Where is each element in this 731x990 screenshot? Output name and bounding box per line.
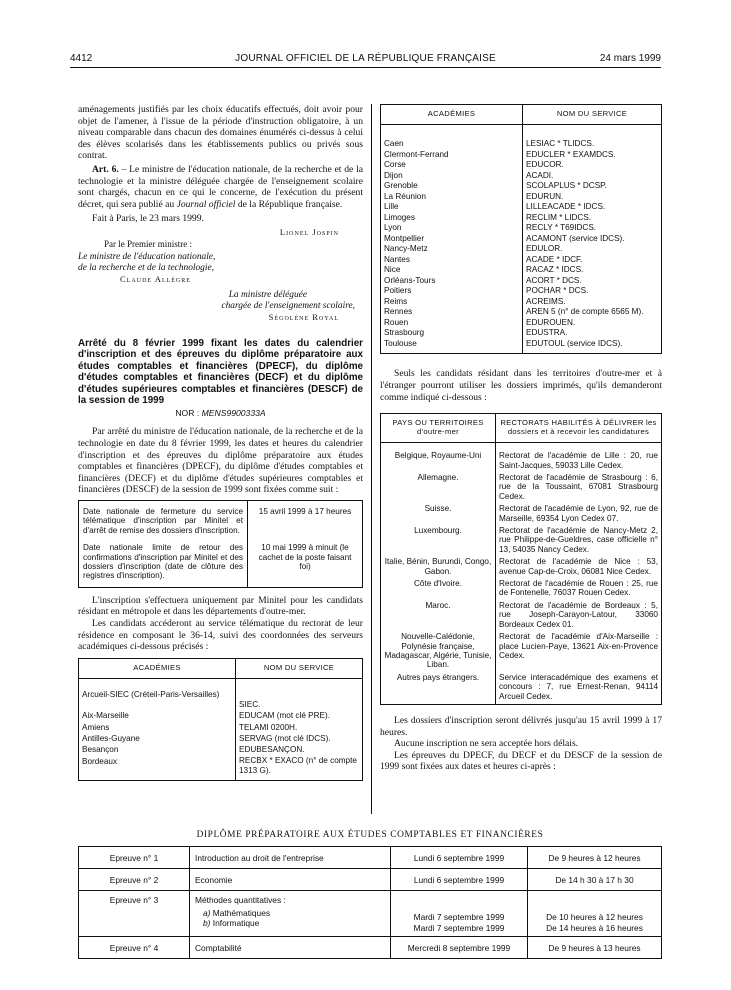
table-row <box>381 632 662 673</box>
rectorat-address: Rectorat de l'académie de Lille : 20, rue Saint-Jacques, 59033 Lille Cedex. <box>496 451 662 473</box>
table-row: Date nationale de fermeture du service télématique d'inscription par Minitel et d'arrêt de remise des dossiers d'inscription. 15 avril 1999 à 17 heures <box>79 500 363 538</box>
academies-table-1 <box>78 658 363 781</box>
intro-paragraph: aménagements justifiés par les choix éducatifs effectués, doit avoir pour objet de l'amener, à l'issue de la période d'instruction obligatoire, à un niveau comparable dans chacun des domaines énumérés ci-dessus à celui des élèves scolarisés dans les établissements publics ou privés sous contrat. <box>78 104 363 162</box>
table-row: Date nationale limite de retour des confirmations d'inscription par Minitel et des dossiers d'inscription (date de clôture des registres d'inscription). 10 mai 1999 à minuit (le cachet de la poste faisant foi) <box>79 538 363 587</box>
pays-name: Côte d'Ivoire. <box>414 579 462 589</box>
article-6-label: Art. 6. <box>92 163 119 175</box>
table-row <box>381 526 662 557</box>
nor-code: MENS9900333A <box>201 408 266 419</box>
service-name: EDURUN. <box>523 192 662 203</box>
table-row: Besançon EDUBESANÇON. <box>79 744 363 755</box>
left-column <box>78 104 363 781</box>
table-row <box>381 192 662 203</box>
table-row <box>381 601 662 632</box>
service-name: LILLEACADE * IDCS. <box>523 202 662 213</box>
academies-table-2 <box>380 104 662 354</box>
issue-date: 24 mars 1999 <box>599 53 661 64</box>
pays-name: Belgique, Royaume-Uni <box>394 451 482 461</box>
dates-table <box>78 500 363 588</box>
academie-name: Lyon <box>384 223 402 233</box>
academie-name: La Réunion <box>384 191 426 201</box>
signature-pm: Lionel Jospin <box>279 226 339 237</box>
table-row <box>381 579 662 601</box>
service-name: EDUSTRA. <box>523 328 662 339</box>
table-row <box>381 171 662 182</box>
dpecf-title: DIPLÔME PRÉPARATOIRE AUX ÉTUDES COMPTABLES ET FINANCIÈRES <box>196 830 544 840</box>
table-row <box>381 150 662 161</box>
service-name: ACADE * IDCF. <box>523 255 662 266</box>
table-row <box>381 223 662 234</box>
academie-name: Poitiers <box>384 286 412 296</box>
rectorat-address: Rectorat de l'académie de Lyon, 92, rue de Marseille, 69354 Lyon Cedex 07. <box>496 504 662 526</box>
service-name: LESIAC * TLIDCS. <box>523 139 662 150</box>
table-row <box>381 276 662 287</box>
table-row <box>381 473 662 504</box>
par-le-premier-ministre: Par le Premier ministre : <box>104 238 192 249</box>
signature-minister: Claude Allègre <box>120 273 191 284</box>
academie-name: Clermont-Ferrand <box>384 149 449 159</box>
table-row <box>381 244 662 255</box>
table-row: Aix-Marseille EDUCAM (mot clé PRE). <box>79 710 363 721</box>
service-name: RECLIM * LIDCS. <box>523 213 662 224</box>
minitel-paragraph: L'inscription s'effectuera uniquement par Minitel pour les candidats résidant en métropole et dans les départements d'outre-mer. <box>78 594 363 618</box>
pays-name: Allemagne. <box>417 473 459 482</box>
journal-title: JOURNAL OFFICIEL DE LA RÉPUBLIQUE FRANÇAISE <box>235 53 496 64</box>
pays-name: Autres pays étrangers. <box>396 672 480 682</box>
academie-name: Nancy-Metz <box>384 244 428 254</box>
academie-name: Lille <box>384 202 399 212</box>
rectorat-address: Rectorat de l'académie de Nancy-Metz 2, rue Philippe-de-Gueldres, case officielle n° 13, 54035 Nancy Cedex. <box>496 526 662 557</box>
pays-name: Italie, Bénin, Burundi, Congo, Gabon. <box>384 557 492 576</box>
table-row <box>381 139 662 150</box>
academie-name: Grenoble <box>384 181 418 191</box>
table-row: Antilles-Guyane SERVAG (mot clé IDCS). <box>79 733 363 744</box>
arrete-title: Arrêté du 8 février 1999 fixant les dates du calendrier d'inscription et des épreuves du diplôme préparatoire aux études comptables et financières (DPECF), du diplôme d'études comptables et financières (DECF) et du diplôme d'études supérieures comptables et financières (DESCF) de la session de 1999 <box>78 337 363 406</box>
header-rule <box>70 67 661 68</box>
rectorat-address: Rectorat de l'académie d'Aix-Marseille : place Lucien-Paye, 13621 Aix-en-Provence Cedex. <box>496 632 662 673</box>
table-row <box>381 181 662 192</box>
closing-paragraph-1: Les dossiers d'inscription seront délivrés jusqu'au 15 avril 1999 à 17 heures. <box>380 714 662 738</box>
table-row: Amiens TELAMI 0200H. <box>79 722 363 733</box>
column-header: RECTORATS HABILITÉS À DÉLIVRER les dossiers et à recevoir les candidatures <box>496 414 662 443</box>
service-name: ACORT * DCS. <box>523 276 662 287</box>
academie-name: Strasbourg <box>384 328 425 338</box>
table-row: Epreuve n° 3 Méthodes quantitatives : a) Mathématiques b) Informatique Mardi 7 septembre 1999 Mardi 7 septembre 1999 De 10 heures à 12 heures De 14 heures à 16 heures <box>79 891 662 937</box>
table-row: Epreuve n° 1 Introduction au droit de l'entreprise Lundi 6 septembre 1999 De 9 heures à 12 heures <box>79 847 662 869</box>
rectorats-table <box>380 413 662 705</box>
table-row <box>381 160 662 171</box>
table-row: Epreuve n° 2 Economie Lundi 6 septembre 1999 De 14 h 30 à 17 h 30 <box>79 869 662 891</box>
academie-name: Caen <box>384 139 404 149</box>
table-row <box>381 286 662 297</box>
minister-title: Le ministre de l'éducation nationale, de la recherche et de la technologie, <box>78 251 216 273</box>
table-row: Epreuve n° 4 Comptabilité Mercredi 8 septembre 1999 De 9 heures à 13 heures <box>79 937 662 959</box>
service-name: ACREIMS. <box>523 297 662 308</box>
rectorat-address: Rectorat de l'académie de Bordeaux : 5, rue Joseph-Carayon-Latour, 33060 Bordeaux Cedex 01. <box>496 601 662 632</box>
table-row <box>381 318 662 329</box>
rectorat-address: Rectorat de l'académie de Rouen : 25, rue de Fontenelle, 76037 Rouen Cedex. <box>496 579 662 601</box>
table-row <box>381 255 662 266</box>
fait-a-paris: Fait à Paris, le 23 mars 1999. <box>92 213 204 225</box>
academie-name: Reims <box>384 296 408 306</box>
column-divider <box>371 104 372 814</box>
rectorat-address: Service interacadémique des examens et concours : 7, rue Ernest-Renan, 94114 Arcueil Cedex. <box>496 673 662 705</box>
rectorat-address: Rectorat de l'académie de Strasbourg : 6, rue de la Toussaint, 67081 Strasbourg Cedex. <box>496 473 662 504</box>
academie-name: Corse <box>384 160 406 170</box>
service-name: EDUCOR. <box>523 160 662 171</box>
service-name: ACAMONT (service IDCS). <box>523 234 662 245</box>
serveurs-paragraph: Les candidats accéderont au service télématique du rectorat de leur résidence en composant le 36-14, suivi des coordonnées des serveurs académiques ci-dessous précisés : <box>78 617 363 653</box>
table-row <box>381 557 662 579</box>
service-name: AREN 5 (n° de compte 6565 M). <box>523 307 662 318</box>
column-header: NOM DU SERVICE <box>236 658 363 678</box>
column-header: ACADÉMIES <box>79 658 236 678</box>
service-name: EDUROUEN. <box>523 318 662 329</box>
nor-reference: NOR : MENS9900333A <box>175 408 266 419</box>
dpecf-schedule-table <box>78 846 662 959</box>
pays-name: Luxembourg. <box>414 526 462 536</box>
page-number: 4412 <box>70 53 93 64</box>
academie-name: Nice <box>384 265 401 275</box>
academie-name: Montpellier <box>384 233 425 243</box>
closing-paragraph-3: Les épreuves du DPECF, du DECF et du DESCF de la session de 1999 sont fixées aux dates et heures ci-après : <box>380 749 662 773</box>
service-name: EDUCLER * EXAMDCS. <box>523 150 662 161</box>
service-name: POCHAR * DCS. <box>523 286 662 297</box>
table-row <box>381 451 662 473</box>
service-name: RECLY * T69IDCS. <box>523 223 662 234</box>
service-name: SCOLAPLUS * DCSP. <box>523 181 662 192</box>
article-6: Art. 6. – Le ministre de l'éducation nationale, de la recherche et de la technologie et la ministre déléguée chargée de l'enseignement scolaire sont chargés, chacun en ce qui le concerne, de l'exécution du présent décret, qui sera publié au Journal officiel de la République française. <box>78 163 363 210</box>
table-row <box>381 339 662 354</box>
pays-name: Nouvelle-Calédonie, Polynésie française, Madagascar, Algérie, Tunisie, Liban. <box>384 632 492 670</box>
table-row <box>381 307 662 318</box>
service-name: EDUTOUL (service IDCS). <box>523 339 662 354</box>
pays-name: Suisse. <box>424 504 452 514</box>
table-row <box>381 328 662 339</box>
signature-delegate: Ségolène Royal <box>268 311 339 322</box>
academie-name: Nantes <box>384 254 410 264</box>
academie-name: Limoges <box>384 212 415 222</box>
table-row <box>381 297 662 308</box>
right-column <box>380 104 662 773</box>
table-row: Bordeaux RECBX * EXACO (n° de compte 1313 G). <box>79 756 363 781</box>
closing-paragraph-2: Aucune inscription ne sera acceptée hors délais. <box>394 738 579 750</box>
table-row <box>381 673 662 705</box>
rectorat-address: Rectorat de l'académie de Nice : 53, avenue Cap-de-Croix, 06081 Nice Cedex. <box>496 557 662 579</box>
arrete-paragraph: Par arrêté du ministre de l'éducation nationale, de la recherche et de la technologie en date du 8 février 1999, les dates et heures du calendrier d'inscription et des épreuves du diplôme préparatoire aux études comptables et financières (DPECF), du diplôme d'études comptables et financières (DECF) et du diplôme d'études supérieures comptables et financières (DESCF) de la session de 1999 sont fixées comme suit : <box>78 426 363 496</box>
academie-name: Dijon <box>384 170 403 180</box>
column-header: PAYS OU TERRITOIRES d'outre-mer <box>381 414 496 443</box>
academie-name: Rouen <box>384 317 409 327</box>
table-row <box>381 202 662 213</box>
column-header: NOM DU SERVICE <box>523 105 662 125</box>
academie-name: Rennes <box>384 307 413 317</box>
overseas-paragraph: Seuls les candidats résidant dans les territoires d'outre-mer et à l'étranger pourront utiliser les dossiers imprimés, qu'ils demanderont comme indiqué ci-dessous : <box>380 368 662 403</box>
pays-name: Maroc. <box>425 600 451 610</box>
academie-name: Orléans-Tours <box>384 275 436 285</box>
table-row <box>381 234 662 245</box>
service-name: EDULOR. <box>523 244 662 255</box>
academie-name: Toulouse <box>384 338 417 348</box>
table-row <box>381 504 662 526</box>
delegate-title: La ministre déléguée chargée de l'enseignement scolaire, <box>221 289 355 311</box>
service-name: RACAZ * IDCS. <box>523 265 662 276</box>
table-row <box>381 265 662 276</box>
column-header: ACADÉMIES <box>381 105 523 125</box>
table-row: Arcueil-SIEC (Créteil-Paris-Versailles) SIEC. <box>79 690 363 710</box>
service-name: ACADI. <box>523 171 662 182</box>
table-row <box>381 213 662 224</box>
